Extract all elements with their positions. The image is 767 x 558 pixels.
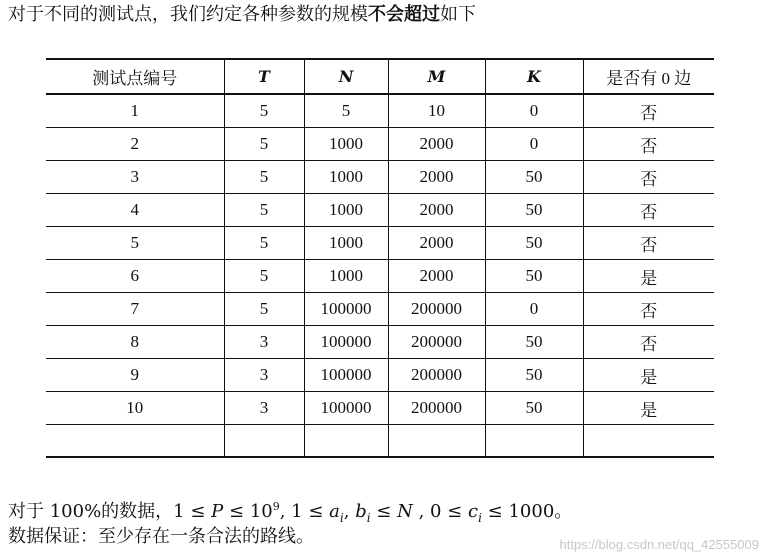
- constraint-text-d: ,: [343, 501, 356, 522]
- table-cell: 1: [46, 94, 224, 128]
- limits-table: [46, 58, 714, 458]
- table-row: [46, 194, 714, 227]
- table-cell: [224, 425, 304, 458]
- intro-text: [8, 2, 476, 28]
- header-n: N: [304, 59, 388, 94]
- table-cell: 5: [224, 161, 304, 194]
- constraint-text-f: , 0 ≤: [412, 501, 468, 522]
- watermark: https://blog.csdn.net/qq_42555009: [559, 537, 759, 552]
- exponent: 9: [272, 500, 280, 513]
- header-testpoint: 测试点编号: [46, 59, 224, 94]
- constraint-text-e: ≤: [370, 501, 398, 522]
- table-cell: 50: [485, 227, 583, 260]
- table-cell: 2000: [388, 227, 485, 260]
- header-m: M: [388, 59, 485, 94]
- table-cell: 5: [224, 227, 304, 260]
- table-cell: 否: [583, 326, 714, 359]
- table-cell: 否: [583, 227, 714, 260]
- table-cell: 1000: [304, 161, 388, 194]
- table-cell: 1000: [304, 194, 388, 227]
- table-cell: 5: [224, 293, 304, 326]
- table-cell: 5: [304, 94, 388, 128]
- table-cell: 9: [46, 359, 224, 392]
- table-cell: 5: [46, 227, 224, 260]
- table-row: [46, 227, 714, 260]
- table-cell: 7: [46, 293, 224, 326]
- guarantee-line: 数据保证：至少存在一条合法的路线。: [8, 526, 314, 547]
- table-cell: 0: [485, 94, 583, 128]
- table-cell: 2: [46, 128, 224, 161]
- table-cell: 否: [583, 161, 714, 194]
- table-cell: 1000: [304, 260, 388, 293]
- table-cell: 200000: [388, 392, 485, 425]
- table-cell: 5: [224, 128, 304, 161]
- var-n: N: [397, 501, 413, 522]
- table-cell: 10: [46, 392, 224, 425]
- header-zero-edge: 是否有 0 边: [583, 59, 714, 94]
- table-header-row: [46, 59, 714, 94]
- table-cell: 50: [485, 161, 583, 194]
- table-cell: 100000: [304, 293, 388, 326]
- table-cell: 是: [583, 392, 714, 425]
- constraint-text-b: ≤ 10: [223, 501, 273, 522]
- table-row: [46, 392, 714, 425]
- table-cell: 200000: [388, 293, 485, 326]
- table-cell: 否: [583, 194, 714, 227]
- table-body: [46, 94, 714, 457]
- table-cell: 2000: [388, 194, 485, 227]
- table-row: [46, 359, 714, 392]
- table-cell: 2000: [388, 128, 485, 161]
- table-cell: 6: [46, 260, 224, 293]
- table-cell: 50: [485, 260, 583, 293]
- sub-i-3: i: [478, 510, 482, 525]
- var-a: a: [329, 501, 340, 522]
- table-cell: [388, 425, 485, 458]
- table-cell: 10: [388, 94, 485, 128]
- constraint-text-a: 对于 100%的数据，1 ≤: [8, 501, 212, 522]
- constraint-text-c: , 1 ≤: [279, 501, 330, 522]
- table-cell: 4: [46, 194, 224, 227]
- table-cell: 2000: [388, 161, 485, 194]
- sub-i-2: i: [366, 510, 371, 525]
- table-cell: 100000: [304, 392, 388, 425]
- table-cell: [485, 425, 583, 458]
- table-cell: 50: [485, 326, 583, 359]
- table-row: [46, 326, 714, 359]
- intro-bold: 不会超过: [368, 4, 440, 25]
- var-c: c: [468, 501, 479, 522]
- table-cell: 否: [583, 293, 714, 326]
- constraint-text-g: ≤ 1000。: [481, 501, 573, 522]
- table-row: [46, 425, 714, 458]
- table-cell: 50: [485, 194, 583, 227]
- table-cell: 1000: [304, 128, 388, 161]
- table-cell: 200000: [388, 326, 485, 359]
- table-cell: 200000: [388, 359, 485, 392]
- table-cell: 3: [224, 326, 304, 359]
- intro-prefix: 对于不同的测试点，我们约定各种参数的规模: [8, 4, 368, 25]
- table-cell: 是: [583, 359, 714, 392]
- table-cell: 1000: [304, 227, 388, 260]
- table-row: [46, 94, 714, 128]
- header-k: K: [485, 59, 583, 94]
- table-cell: 5: [224, 260, 304, 293]
- table-cell: [46, 425, 224, 458]
- table-cell: [583, 425, 714, 458]
- table-cell: 5: [224, 94, 304, 128]
- table-cell: 100000: [304, 359, 388, 392]
- table-cell: 3: [224, 392, 304, 425]
- table-cell: 100000: [304, 326, 388, 359]
- table-row: [46, 260, 714, 293]
- table-row: [46, 293, 714, 326]
- intro-suffix: 如下: [440, 4, 476, 25]
- table-cell: 3: [46, 161, 224, 194]
- table-cell: 50: [485, 392, 583, 425]
- table-cell: [304, 425, 388, 458]
- table-row: [46, 161, 714, 194]
- header-t: T: [224, 59, 304, 94]
- table-cell: 否: [583, 94, 714, 128]
- table-cell: 否: [583, 128, 714, 161]
- table-cell: 是: [583, 260, 714, 293]
- var-b: b: [355, 501, 367, 522]
- sub-i-1: i: [339, 510, 344, 525]
- table-cell: 2000: [388, 260, 485, 293]
- table-row: [46, 128, 714, 161]
- table-cell: 0: [485, 128, 583, 161]
- table-cell: 50: [485, 359, 583, 392]
- table-cell: 8: [46, 326, 224, 359]
- var-p: P: [211, 501, 224, 522]
- table-cell: 0: [485, 293, 583, 326]
- table-cell: 3: [224, 359, 304, 392]
- table-cell: 5: [224, 194, 304, 227]
